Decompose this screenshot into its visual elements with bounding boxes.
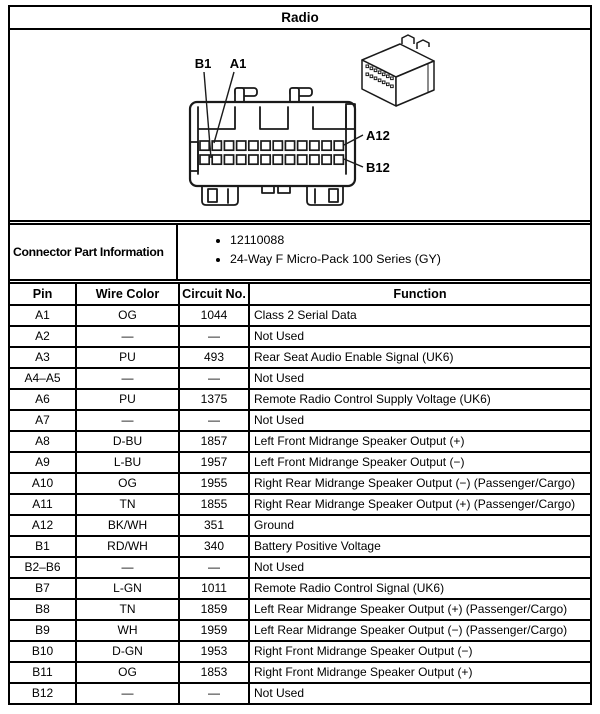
function-cell: Right Front Midrange Speaker Output (−) (249, 641, 590, 662)
function-cell: Class 2 Serial Data (249, 305, 590, 326)
pin-cell: A1 (10, 305, 76, 326)
circuit-no-cell: 1859 (179, 599, 249, 620)
pin-cell: A6 (10, 389, 76, 410)
pin-cavity (310, 155, 319, 164)
circuit-no-cell: 1011 (179, 578, 249, 599)
table-row (10, 389, 590, 410)
pin-cavity (322, 141, 331, 150)
circuit-no-cell: 1955 (179, 473, 249, 494)
function-cell: Remote Radio Control Signal (UK6) (249, 578, 590, 599)
wire-color-cell: RD/WH (76, 536, 179, 557)
table-row (10, 452, 590, 473)
function-cell: Not Used (249, 557, 590, 578)
connector-part-info-list (178, 233, 590, 267)
iso-latch (402, 35, 414, 44)
pin-cell: B12 (10, 683, 76, 703)
function-cell: Rear Seat Audio Enable Signal (UK6) (249, 347, 590, 368)
pin-cavity (200, 141, 209, 150)
pin-cell: A10 (10, 473, 76, 494)
table-row (10, 494, 590, 515)
wire-color-cell: OG (76, 662, 179, 683)
circuit-no-cell: — (179, 326, 249, 347)
pin-label-b12: B12 (366, 160, 390, 175)
pin-cell: A3 (10, 347, 76, 368)
function-cell: Right Rear Midrange Speaker Output (+) (Passenger/Cargo) (249, 494, 590, 515)
wire-color-cell: WH (76, 620, 179, 641)
col-header-function: Function (249, 283, 590, 305)
pin-cell: B11 (10, 662, 76, 683)
pin-cavity (285, 155, 294, 164)
circuit-no-cell: 1857 (179, 431, 249, 452)
pin-cavity (237, 141, 246, 150)
pin-cell: A12 (10, 515, 76, 536)
circuit-no-cell: 1855 (179, 494, 249, 515)
table-row (10, 305, 590, 326)
pin-cavity (298, 141, 307, 150)
function-cell: Not Used (249, 410, 590, 431)
function-cell: Not Used (249, 326, 590, 347)
pin-label-b1: B1 (194, 56, 212, 71)
left-foot-slot (208, 189, 217, 202)
col-header-circuit-no: Circuit No. (179, 283, 249, 305)
pin-cavity (224, 155, 233, 164)
wire-color-cell: D-GN (76, 641, 179, 662)
circuit-no-cell: 1375 (179, 389, 249, 410)
header-row (10, 283, 590, 305)
table-row (10, 347, 590, 368)
table-row (10, 515, 590, 536)
radio-connector-sheet (8, 5, 592, 705)
wire-color-cell: PU (76, 389, 179, 410)
page-title: Radio (10, 7, 590, 30)
connector-front-view (190, 88, 355, 205)
table-row (10, 578, 590, 599)
pin-cell: B8 (10, 599, 76, 620)
wire-color-cell: TN (76, 494, 179, 515)
right-foot-slot (329, 189, 338, 202)
wire-color-cell: — (76, 368, 179, 389)
table-row (10, 557, 590, 578)
latch-tab (290, 88, 299, 103)
table-row (10, 599, 590, 620)
latch-tab (235, 88, 244, 103)
pin-cell: B7 (10, 578, 76, 599)
connector-diagram (10, 30, 590, 222)
pin-cell: A2 (10, 326, 76, 347)
connector-isometric-view (362, 35, 434, 106)
pin-cell: A11 (10, 494, 76, 515)
pin-table-body (10, 305, 590, 703)
connector-type-item: • 24-Way F Micro-Pack 100 Series (GY) (230, 252, 590, 267)
function-cell: Right Rear Midrange Speaker Output (−) (Passenger/Cargo) (249, 473, 590, 494)
circuit-no-cell: 493 (179, 347, 249, 368)
pin-cavity (273, 155, 282, 164)
table-row (10, 368, 590, 389)
pin-cavity (237, 155, 246, 164)
function-cell: Left Front Midrange Speaker Output (+) (249, 431, 590, 452)
circuit-no-cell: — (179, 368, 249, 389)
col-header-wire-color: Wire Color (76, 283, 179, 305)
pin-cell: B2–B6 (10, 557, 76, 578)
function-cell: Left Rear Midrange Speaker Output (+) (Passenger/Cargo) (249, 599, 590, 620)
wire-color-cell: — (76, 683, 179, 703)
wire-color-cell: OG (76, 305, 179, 326)
table-row (10, 431, 590, 452)
pin-cell: B9 (10, 620, 76, 641)
pin-cavity (200, 155, 209, 164)
pin-cavity (322, 155, 331, 164)
circuit-no-cell: 351 (179, 515, 249, 536)
circuit-no-cell: 1959 (179, 620, 249, 641)
pin-cell: A7 (10, 410, 76, 431)
pin-cavity (310, 141, 319, 150)
table-row (10, 410, 590, 431)
table-row (10, 473, 590, 494)
circuit-no-cell: 1044 (179, 305, 249, 326)
circuit-no-cell: 1953 (179, 641, 249, 662)
pin-cell: B10 (10, 641, 76, 662)
pin-cell: A8 (10, 431, 76, 452)
circuit-no-cell: — (179, 557, 249, 578)
connector-part-info-row (10, 223, 590, 281)
pin-label-a12: A12 (366, 128, 390, 143)
part-number-item: • 12110088 (230, 233, 590, 248)
circuit-no-cell: — (179, 683, 249, 703)
circuit-no-cell: 340 (179, 536, 249, 557)
wire-color-cell: — (76, 326, 179, 347)
function-cell: Battery Positive Voltage (249, 536, 590, 557)
table-row (10, 662, 590, 683)
iso-latch (417, 40, 429, 49)
wire-color-cell: D-BU (76, 431, 179, 452)
wire-color-cell: L-GN (76, 578, 179, 599)
function-cell: Left Front Midrange Speaker Output (−) (249, 452, 590, 473)
pinout-table (10, 282, 590, 703)
connector-diagram-svg (10, 30, 590, 220)
pin-cavity (261, 155, 270, 164)
pin-cavity (261, 141, 270, 150)
function-cell: Ground (249, 515, 590, 536)
pin-cavity (298, 155, 307, 164)
pin-cavity (249, 141, 258, 150)
pin-cavity (212, 155, 221, 164)
table-row (10, 683, 590, 703)
pin-cell: A9 (10, 452, 76, 473)
function-cell: Left Rear Midrange Speaker Output (−) (Passenger/Cargo) (249, 620, 590, 641)
pin-label-a1: A1 (229, 56, 247, 71)
circuit-no-cell: 1853 (179, 662, 249, 683)
pin-cell: B1 (10, 536, 76, 557)
col-header-pin: Pin (10, 283, 76, 305)
function-cell: Right Front Midrange Speaker Output (+) (249, 662, 590, 683)
wire-color-cell: PU (76, 347, 179, 368)
connector-part-info-content (178, 225, 590, 279)
wire-color-cell: L-BU (76, 452, 179, 473)
wire-color-cell: BK/WH (76, 515, 179, 536)
wire-color-cell: — (76, 410, 179, 431)
table-row (10, 620, 590, 641)
connector-part-info-label: Connector Part Information (10, 225, 178, 279)
pin-cavity (334, 155, 343, 164)
pin-cell: A4–A5 (10, 368, 76, 389)
function-cell: Remote Radio Control Supply Voltage (UK6) (249, 389, 590, 410)
table-row (10, 641, 590, 662)
function-cell: Not Used (249, 683, 590, 703)
pin-cavity (224, 141, 233, 150)
circuit-no-cell: — (179, 410, 249, 431)
pin-cavity (334, 141, 343, 150)
table-row (10, 536, 590, 557)
wire-color-cell: TN (76, 599, 179, 620)
pin-cavity (285, 141, 294, 150)
circuit-no-cell: 1957 (179, 452, 249, 473)
pin-cavity (249, 155, 258, 164)
wire-color-cell: OG (76, 473, 179, 494)
function-cell: Not Used (249, 368, 590, 389)
manual-page (0, 5, 600, 714)
wire-color-cell: — (76, 557, 179, 578)
pin-cavity (273, 141, 282, 150)
table-row (10, 326, 590, 347)
